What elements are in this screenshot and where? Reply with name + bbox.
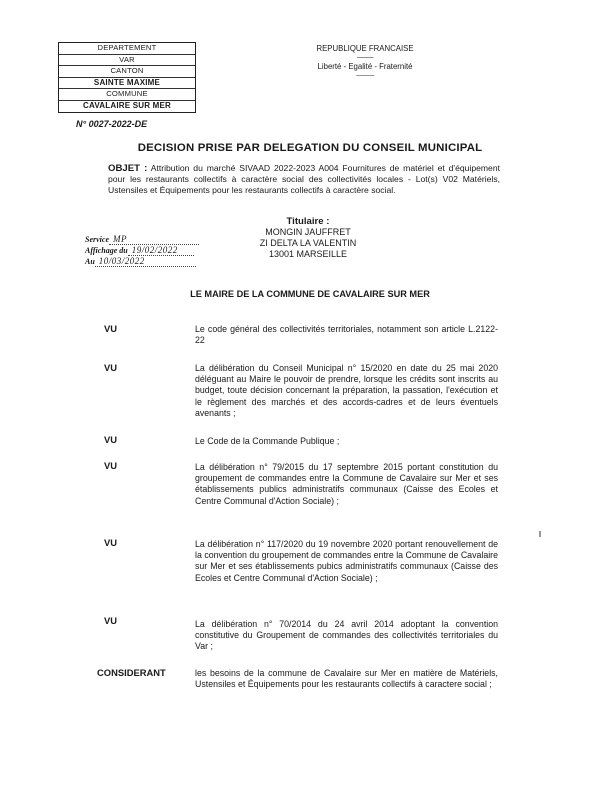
clause-text: La délibération n° 70/2014 du 24 avril 2014 adoptant la convention constitutive du Groupement de commandes des collectivités territoriales du Var ; bbox=[195, 619, 498, 652]
titulaire-address: ZI DELTA LA VALENTIN bbox=[259, 238, 357, 248]
au-handwritten: 10/03/2022 bbox=[98, 256, 145, 266]
clause-text: La délibération du Conseil Municipal n° 15/2020 en date du 25 mai 2020 déléguant au Maire le pouvoir de prendre, lorsque les crédits sont inscrits au budget, toute décision concernant la préparation, la passation, l'exécution et le règlement des marchés et des accords-cadres et de leurs éventuels avenants ; bbox=[195, 363, 498, 418]
clause-label: VU bbox=[104, 434, 118, 445]
affichage-fill bbox=[128, 246, 194, 256]
dept-row: CANTON bbox=[59, 66, 195, 78]
republic-name: REPUBLIQUE FRANCAISE bbox=[316, 44, 414, 53]
objet-label: OBJET : bbox=[108, 163, 148, 174]
clause-text: Le Code de la Commande Publique ; bbox=[195, 436, 340, 446]
department-box bbox=[58, 42, 196, 113]
au-label: Au bbox=[85, 257, 95, 266]
clause-text: les besoins de la commune de Cavalaire sur Mer en matière de Matériels, Ustensiles et Équipements pour les restaurants collectifs à caractere social ; bbox=[195, 668, 498, 690]
titulaire-block bbox=[248, 216, 368, 260]
clause-label: VU bbox=[104, 537, 118, 548]
republic-separator-2: ------------ bbox=[356, 73, 374, 79]
dept-row: VAR bbox=[59, 55, 195, 67]
service-label: Service bbox=[85, 235, 109, 244]
affichage-row bbox=[85, 245, 199, 256]
service-fill bbox=[109, 235, 199, 245]
clause-label: VU bbox=[104, 362, 118, 373]
objet-paragraph bbox=[108, 163, 500, 197]
scan-artifact bbox=[539, 531, 541, 537]
service-row bbox=[85, 234, 199, 245]
service-stamp-block bbox=[85, 234, 199, 267]
clause-label: CONSIDERANT bbox=[97, 667, 166, 678]
maire-heading: LE MAIRE DE LA COMMUNE DE CAVALAIRE SUR MER bbox=[190, 289, 430, 299]
titulaire-name: MONGIN JAUFFRET bbox=[265, 227, 351, 237]
affichage-handwritten: 19/02/2022 bbox=[131, 245, 178, 255]
clause-label: VU bbox=[104, 615, 118, 626]
dept-row: CAVALAIRE SUR MER bbox=[83, 100, 171, 110]
au-row bbox=[85, 256, 199, 267]
clause-label: VU bbox=[104, 323, 118, 334]
au-fill bbox=[95, 257, 196, 267]
titulaire-city: 13001 MARSEILLE bbox=[268, 249, 348, 259]
service-handwritten: MP bbox=[113, 234, 127, 244]
clause-label: VU bbox=[104, 460, 118, 471]
titulaire-label: Titulaire : bbox=[286, 216, 330, 227]
republic-header bbox=[300, 44, 430, 80]
clause-text: La délibération n° 79/2015 du 17 septembre 2015 portant constitution du groupement de commandes entre la Commune de Cavalaire sur Mer et ses établissements publics administratifs communaux (Caisse des Ecoles et Centre Communal d'Action Sociale) ; bbox=[195, 462, 498, 506]
dept-row: SAINTE MAXIME bbox=[59, 78, 195, 90]
clause-text: Le code général des collectivités territoriales, notamment son article L.2122-22 bbox=[195, 324, 498, 346]
document-number: N° 0027-2022-DE bbox=[76, 119, 148, 129]
clause-text: La délibération n° 117/2020 du 19 novembre 2020 portant renouvellement de la convention du groupement de commandes entre la Commune de Cavalaire sur Mer et ses établissements pubics administratifs communaux (Caisse des Ecoles et Centre Communal d'Action Sociale) ; bbox=[195, 539, 498, 583]
republic-separator: ----------- bbox=[356, 55, 374, 61]
republic-motto: Liberté - Egalité - Fraternité bbox=[317, 62, 413, 71]
dept-row: DEPARTEMENT bbox=[59, 43, 195, 55]
dept-row: COMMUNE bbox=[59, 89, 195, 101]
affichage-label: Affichage du bbox=[85, 246, 128, 255]
objet-text: Attribution du marché SIVAAD 2022-2023 A004 Fournitures de matériel et d'équipement pour les restaurants collectifs à caractère social des collectivités locales - Lot(s) V02 Matériels, Ustensiles et Équipements pour les restaurants collectifs à caractère social. bbox=[108, 163, 500, 196]
document-title: DECISION PRISE PAR DELEGATION DU CONSEIL MUNICIPAL bbox=[137, 142, 483, 154]
